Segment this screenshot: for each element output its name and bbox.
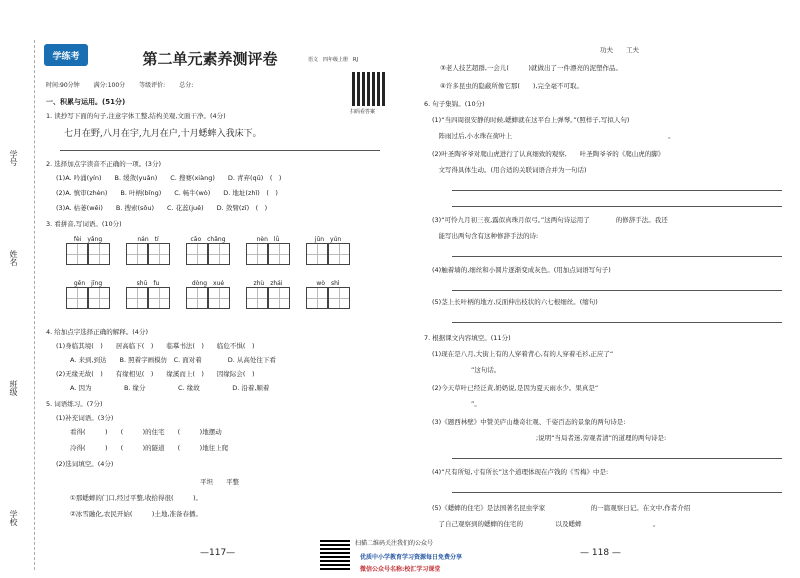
q7-row[interactable]: ”这句话。 [432,366,501,374]
q2-row[interactable]: (2)A. 慎审(zhèn) B. 叶柄(bǐng) C. 畅牛(wò) D. 地址(zhǐ) ( ) [56,189,278,197]
page-number: —117— [200,548,236,558]
writing-box[interactable] [66,287,88,309]
q7-row[interactable]: (5)《蟋蟀的住宅》是法国著名昆虫学家 的一篇观察日记。在文中,作者介绍 [432,504,691,512]
q5-row[interactable]: 看得( ) ( )的住宅 ( )地摆动 [70,428,222,436]
question-1: 1. 读抄写下面的句子,注意字体工整,结构美观,文面干净。(4分) [46,112,226,120]
q6-row: 能写出两句含有这种修辞手法的诗: [432,232,539,240]
q5-blank[interactable]: ④许多昆虫的隐蔽所像它那( ),完全毫不可取。 [440,82,583,90]
writing-box[interactable] [306,287,328,309]
writing-box[interactable] [88,243,110,265]
grade-info: 等级评价: [139,82,166,89]
right-page [400,0,800,578]
footer-qr-icon [320,540,350,570]
margin-label: 学校 [9,510,18,526]
answer-line[interactable] [452,290,782,291]
writing-box[interactable] [328,243,350,265]
q5-row[interactable]: 冷得( ) ( )的隧道 ( )地往上爬 [70,444,229,452]
question-5: 5. 词语练习。(7分) [46,400,103,408]
page-title: 第二单元素养测评卷 [142,50,278,68]
answer-line[interactable] [452,322,782,323]
answer-line[interactable] [452,206,782,207]
footer-scan-text: 扫描二维码关注我们的公众号 [355,540,434,547]
tianzige-pair: nèn lǜ [246,234,290,265]
q7-row[interactable]: (3)《题西林壁》中赞美庐山雄奇壮观、千姿百态的景象的两句诗是: [432,418,626,426]
writing-box[interactable] [126,287,148,309]
word-choices: 功夫 工夫 [600,46,639,54]
writing-box[interactable] [306,243,328,265]
q2-row[interactable]: (3)A. 枯萎(wěi) B. 搜索(sōu) C. 花蕊(juě) D. 敛臂(zī) ( ) [56,204,268,212]
question-2: 2. 选择加点字读音不正确的一项。(3分) [46,160,161,168]
writing-box[interactable] [148,243,170,265]
page-number: — 118 — [580,548,621,558]
q7-row[interactable]: (2)今天草叶已经泛黄,奶奶说,是因为夏天雨水少。果真是“ [432,384,599,392]
section-title: 一、积累与运用。(51分) [46,98,126,106]
writing-box[interactable] [328,287,350,309]
q4-options: A. 因为 B. 缘分 C. 缘故 D. 沿着,顺着 [70,384,270,392]
time-info: 时间:90分钟 [46,82,80,89]
qr-caption: 扫码看答案 [350,109,376,115]
writing-box[interactable] [148,287,170,309]
copy-sentence: 七月在野,八月在宇,九月在户,十月蟋蟀入我床下。 [64,129,262,139]
footer-promo: 优质中小学教育学习资源每日免费分享 [360,554,463,561]
tianzige-pair: dòng xué [186,278,230,309]
writing-box[interactable] [268,287,290,309]
answer-line[interactable] [452,492,782,493]
score-info: 满分:100分 [93,82,126,89]
tianzige-pair: shū fu [126,278,170,309]
writing-box[interactable] [268,243,290,265]
q2-row[interactable]: (1)A. 吟涌(yín) B. 缓敛(yuǎn) C. 搜赛(xiàng) D. 青弃(qū) ( ) [56,174,282,182]
q4-row[interactable]: (1)身临其境( ) 居高临下( ) 临摹书法( ) 临危不惧( ) [56,342,255,350]
q6-row: 文写得具体生动。(用合适的关联词语合并为一句话) [432,166,587,174]
q4-row[interactable]: (2)无缘无故( ) 有缘相见( ) 缘溪而上( ) 因缘际会( ) [56,370,255,378]
tianzige-pair: fèi yǎng [66,234,110,265]
margin-label: 班级 [9,380,18,396]
q7-row[interactable]: 了自己观察到的蟋蟀的住宅的 以及蟋蟀 。 [432,520,660,528]
pinyin-grid-row [66,278,350,309]
q4-options: A. 来到,到达 B. 照着字画模仿 C. 面对着 D. 从高处往下看 [70,356,276,364]
word-choices: 平坦 平整 [200,478,239,486]
binding-margin [0,40,35,570]
q6-row: (4)触着墙的,细丝和小圆片逐渐变成灰色。(用加点词语写句子) [432,266,611,274]
q7-row[interactable]: ;说明“当局者迷,旁观者清”的道理的两句诗是: [432,434,667,442]
writing-line[interactable] [60,150,380,151]
writing-box[interactable] [208,243,230,265]
q6-row: (1)“当四周很安静的时候,蟋蟀就在这平台上弹琴。”(照样子,写拟人句) [432,116,630,124]
tianzige-pair: zhù zhái [246,278,290,309]
question-4: 4. 给加点字选择正确的解释。(4分) [46,328,148,336]
q6-row: (5)茎上长叶柄的地方,反面伸出枝状的六七根细丝。(缩句) [432,298,598,306]
writing-box[interactable] [208,287,230,309]
writing-box[interactable] [88,287,110,309]
q5-sub: (2)选词填空。(4分) [56,460,114,468]
writing-box[interactable] [186,287,208,309]
writing-box[interactable] [126,243,148,265]
q7-row[interactable]: (1)现在是八月,大街上有的人穿着背心,有的人穿着毛衫,正应了“ [432,350,614,358]
q6-row: (2)叶圣陶爷爷对爬山虎进行了认真细致的观察, 叶圣陶爷爷的《爬山虎的脚》 [432,150,665,158]
margin-label: 姓名 [9,250,18,266]
question-7: 7. 根据课文内容填空。(11分) [424,334,511,342]
brand-logo: 学练考 [44,44,88,66]
answer-line[interactable] [452,256,782,257]
writing-box[interactable] [66,243,88,265]
subject-label: 语文 四年级上册 RJ [308,57,358,63]
q5-blank[interactable]: ③老人技艺超群,一会儿( )就做出了一件漂亮的泥塑作品。 [440,64,622,72]
question-6: 6. 句子集锦。(10分) [424,100,485,108]
total-info: 总分: [179,82,194,89]
answer-line[interactable] [452,458,782,459]
exam-info [46,80,346,89]
tianzige-pair: jūn yún [306,234,350,265]
footer-promo: 微信公众号名称:校汇学习课堂 [360,566,441,573]
q5-sub: (1)补充词语。(3分) [56,414,114,422]
q6-row[interactable]: (3)“可怜九月初三夜,露似真珠月似弓。”这两句诗运用了 的修辞手法。我还 [432,216,668,224]
writing-box[interactable] [186,243,208,265]
tianzige-pair: nán tí [126,234,170,265]
margin-label: 学号 [9,150,18,166]
q7-row[interactable]: ”。 [432,400,481,408]
q7-row[interactable]: (4)“尺有所短,寸有所长”这个道理体现在卢钱的《雪梅》中是: [432,468,609,476]
writing-box[interactable] [246,243,268,265]
q6-row[interactable]: 阵雨过后,小水珠在荷叶上 。 [432,132,675,140]
writing-box[interactable] [246,287,268,309]
tianzige-pair: wò shì [306,278,350,309]
tianzige-pair: cāo chǎng [186,234,230,265]
pinyin-grid-row [66,234,350,265]
q5-blank[interactable]: ②冰雪融化,农民开始( )土地,准备春播。 [70,510,203,518]
q5-blank[interactable]: ①那蟋蟀的门口,经过平整,收拾得很( )。 [70,494,203,502]
answer-line[interactable] [452,190,782,191]
question-3: 3. 看拼音,写词语。(10分) [46,220,122,228]
qr-code-icon [352,72,386,106]
tianzige-pair: gēn jīng [66,278,110,309]
